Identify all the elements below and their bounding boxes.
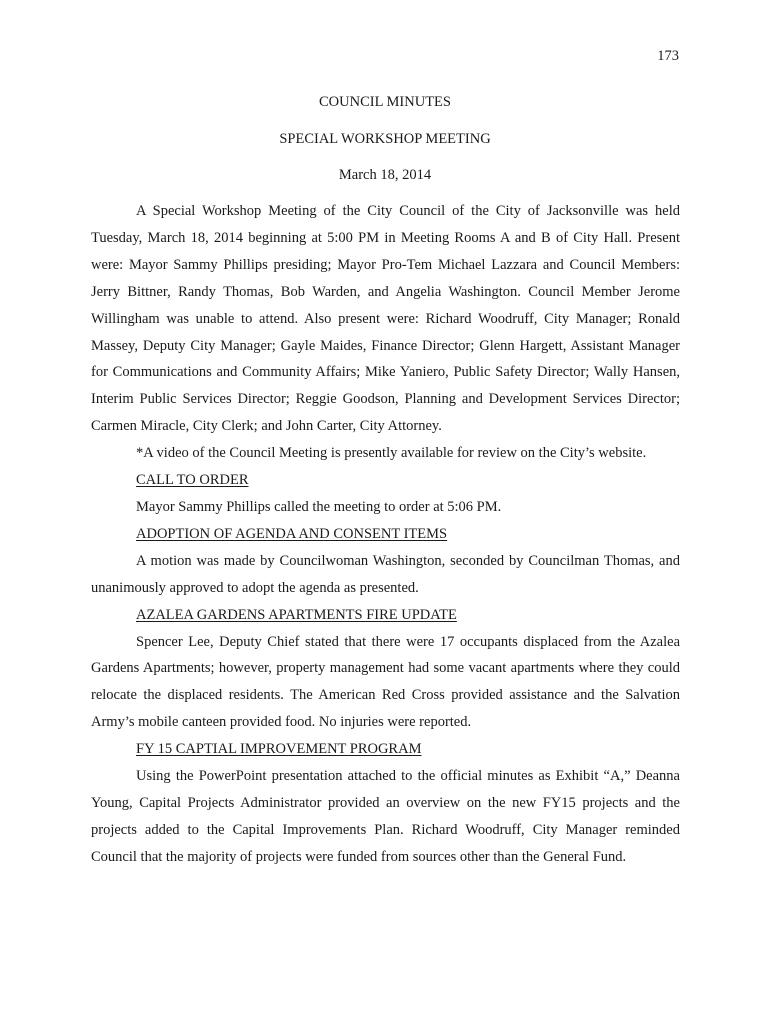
intro-paragraph: A Special Workshop Meeting of the City Council of the City of Jacksonville was held Tuesday, March 18, 2014 beginning at 5:00 PM in Meeting Rooms A and B of City Hall. Present were: Mayor Sammy Phillips presiding; Mayor Pro-Tem Michael Lazzara and Council Members: Jerry Bittner, Randy Thomas, Bob Warden, and Angelia Washington. Council Member Jerome Willingham was unable to attend. Also present were: Richard Woodruff, City Manager; Ronald Massey, Deputy City Manager; Gayle Maides, Finance Director; Glenn Hargett, Assistant Manager for Communications and Community Affairs; Mike Yaniero, Public Safety Director; Wally Hansen, Interim Public Services Director; Reggie Goodson, Planning and Development Services Director; Carmen Miracle, City Clerk; and John Carter, City Attorney. (91, 203, 680, 435)
meeting-type: SPECIAL WORKSHOP MEETING (279, 131, 491, 147)
section-text-adoption-of-agenda: A motion was made by Councilwoman Washington, seconded by Councilman Thomas, and unanimously approved to adopt the agenda as presented. (91, 552, 680, 596)
page-number: 173 (657, 48, 679, 64)
section-heading-call-to-order: CALL TO ORDER (136, 472, 249, 489)
minutes-body (91, 198, 680, 871)
meeting-date: March 18, 2014 (338, 167, 432, 183)
video-note: *A video of the Council Meeting is presently available for review on the City’s website. (136, 445, 647, 462)
section-text-fire-update: Spencer Lee, Deputy Chief stated that there were 17 occupants displaced from the Azalea Gardens Apartments; however, property management had some vacant apartments where they could relocate the displaced residents. The American Red Cross provided assistance and the Salvation Army’s mobile canteen provided food. No injuries were reported. (91, 633, 680, 731)
section-heading-adoption-of-agenda: ADOPTION OF AGENDA AND CONSENT ITEMS (136, 525, 448, 542)
document-title: COUNCIL MINUTES (319, 94, 451, 110)
section-heading-capital-improvement: FY 15 CAPTIAL IMPROVEMENT PROGRAM (136, 741, 422, 758)
section-text-capital-improvement: Using the PowerPoint presentation attached to the official minutes as Exhibit “A,” Deanna Young, Capital Projects Administrator provided an overview on the new FY15 projects and the projects added to the Capital Improvements Plan. Richard Woodruff, City Manager reminded Council that the majority of projects were funded from sources other than the General Fund. (91, 768, 680, 865)
section-text-call-to-order: Mayor Sammy Phillips called the meeting to order at 5:06 PM. (136, 498, 502, 515)
section-heading-fire-update: AZALEA GARDENS APARTMENTS FIRE UPDATE (136, 606, 457, 623)
